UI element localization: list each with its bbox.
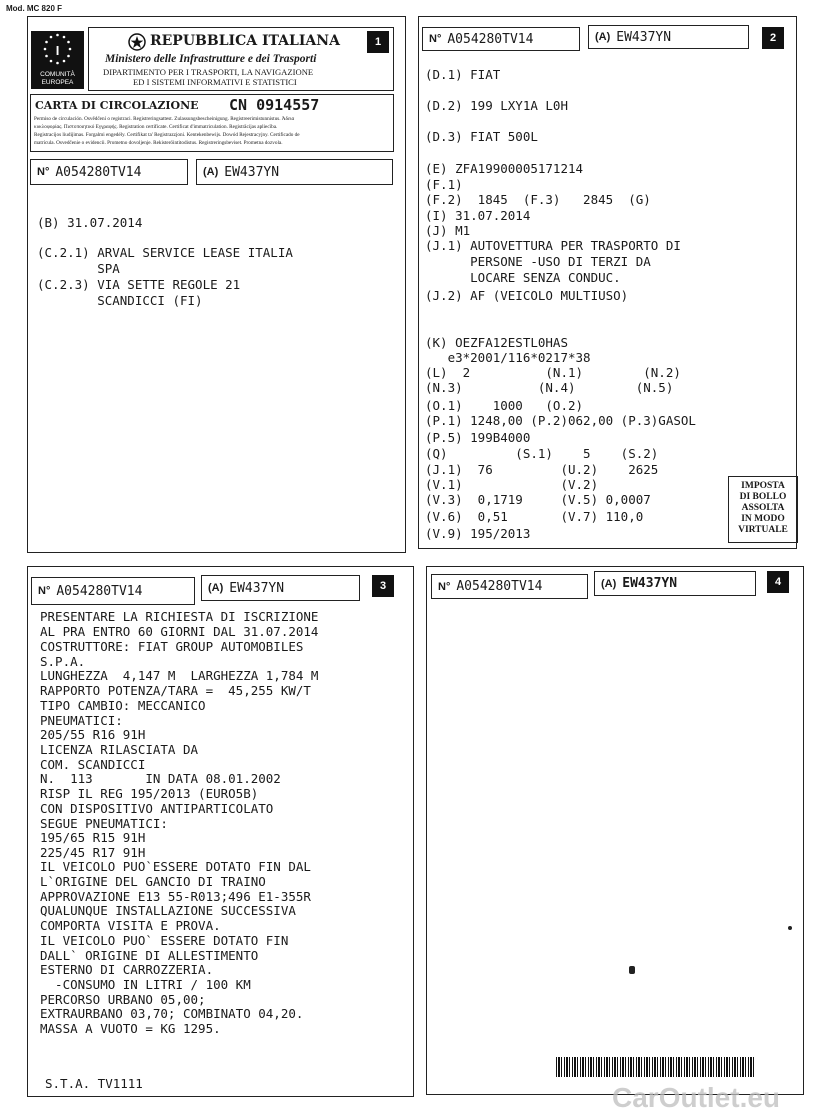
p3-line: COSTRUTTORE: FIAT GROUP AUTOMOBILES: [40, 639, 304, 654]
a-label: (A): [203, 166, 219, 178]
emblem-icon: [128, 33, 146, 51]
page-badge-3: 3: [372, 575, 394, 597]
document-number: CN 0914557: [229, 96, 320, 114]
document-title: CARTA DI CIRCOLAZIONE: [35, 99, 199, 112]
p2-line: (I) 31.07.2014: [425, 208, 531, 223]
p2-line: (Q) (S.1) 5 (S.2): [425, 446, 659, 461]
p2-line: (O.1) 1000 (O.2): [425, 398, 584, 413]
eu-label-2: EUROPEA: [41, 79, 74, 86]
panel-4: [426, 566, 804, 1095]
p3-line: L`ORIGINE DEL GANCIO DI TRAINO: [40, 874, 266, 889]
p3-line: AL PRA ENTRO 60 GIORNI DAL 31.07.2014: [40, 624, 319, 639]
ministry-name: Ministero delle Infrastrutture e dei Trasporti: [105, 53, 317, 65]
p3-line: EXTRAURBANO 03,70; COMBINATO 04,20.: [40, 1006, 304, 1021]
a-value: EW437YN: [616, 29, 672, 45]
barcode: [556, 1057, 756, 1077]
p2-line: (V.6) 0,51 (V.7) 110,0: [425, 509, 644, 524]
p3-line: IL VEICOLO PUO`ESSERE DOTATO FIN DAL: [40, 859, 311, 874]
p2-line: (V.9) 195/2013: [425, 526, 531, 541]
page-badge-1: 1: [367, 31, 389, 53]
multilingual-line-2: κυκλοφορίας. Πιστοποιητικό Εγγραφής. Registration certificate. Certificat d'immatriculation. Registrācijas apliecība.: [34, 124, 278, 130]
p2-line: (N.3) (N.4) (N.5): [425, 380, 674, 395]
a-value: EW437YN: [622, 576, 678, 591]
p3-line: COM. SCANDICCI: [40, 757, 146, 772]
ink-mark: [629, 966, 635, 974]
tax-stamp-box: [728, 476, 798, 543]
a-label: (A): [601, 577, 617, 590]
p3-line: 225/45 R17 91H: [40, 845, 146, 860]
form-code: Mod. MC 820 F: [6, 4, 63, 13]
registration-number-field-2: [422, 27, 580, 51]
p2-line: PERSONE -USO DI TERZI DA: [425, 254, 651, 269]
tax-stamp-line: IN MODO: [741, 514, 785, 524]
p3-line: LICENZA RILASCIATA DA: [40, 742, 199, 757]
a-value: EW437YN: [229, 580, 285, 596]
no-value: A054280TV14: [56, 583, 143, 599]
department-line-1: DIPARTIMENTO PER I TRASPORTI, LA NAVIGAZIONE: [103, 67, 314, 77]
plate-field-4: [594, 571, 756, 596]
a-label: (A): [208, 582, 224, 594]
p3-line: TIPO CAMBIO: MECCANICO: [40, 698, 206, 713]
p3-line: MASSA A VUOTO = KG 1295.: [40, 1021, 221, 1036]
p1-line: SCANDICCI (FI): [37, 293, 203, 308]
ink-dot: [788, 926, 792, 930]
p2-line: (L) 2 (N.1) (N.2): [425, 365, 681, 380]
p2-line: e3*2001/116*0217*38: [425, 350, 591, 365]
p3-line: PRESENTARE LA RICHIESTA DI ISCRIZIONE: [40, 609, 319, 624]
registration-number-field-3: [31, 577, 195, 605]
p3-line: -CONSUMO IN LITRI / 100 KM: [40, 977, 251, 992]
p2-line: (E) ZFA19900005171214: [425, 161, 584, 176]
page-badge-2: 2: [762, 27, 784, 49]
tax-stamp-line: IMPOSTA: [741, 481, 785, 491]
no-value: A054280TV14: [456, 579, 543, 594]
p2-line: (J.1) AUTOVETTURA PER TRASPORTO DI: [425, 238, 681, 253]
plate-field-3: [201, 575, 360, 601]
multilingual-line-4: matrícula. Osvedčenie o evidencii. Prometno dovoljenje. Rekisteröintitodistus. Registreringsbeviset. Prometna dozvola.: [34, 140, 283, 146]
p3-line: PNEUMATICI:: [40, 713, 123, 728]
p3-line: APPROVAZIONE E13 55-R013;496 E1-355R: [40, 889, 311, 904]
a-value: EW437YN: [224, 164, 280, 180]
tax-stamp-line: ASSOLTA: [741, 503, 785, 513]
no-value: A054280TV14: [55, 164, 142, 180]
p2-line: (D.1) FIAT: [425, 67, 501, 82]
p3-line: RISP IL REG 195/2013 (EURO5B): [40, 786, 259, 801]
sta-footer: S.T.A. TV1111: [45, 1076, 143, 1091]
p2-line: (V.3) 0,1719 (V.5) 0,0007: [425, 492, 651, 507]
p3-line: ESTERNO DI CARROZZERIA.: [40, 962, 214, 977]
p3-line: COMPORTA VISITA E PROVA.: [40, 918, 221, 933]
registration-number-field-4: [431, 574, 588, 599]
tax-stamp-line: DI BOLLO: [739, 492, 787, 502]
p2-line: (F.1): [425, 177, 463, 192]
p1-line: SPA: [37, 261, 120, 276]
p3-line: S.P.A.: [40, 654, 86, 669]
p1-line: (C.2.1) ARVAL SERVICE LEASE ITALIA: [37, 245, 293, 260]
p3-line: N. 113 IN DATA 08.01.2002: [40, 771, 281, 786]
multilingual-text: [34, 115, 390, 147]
eu-country-letter: I: [55, 43, 60, 58]
p2-line: (J.2) AF (VEICOLO MULTIUSO): [425, 288, 629, 303]
no-value: A054280TV14: [447, 31, 534, 47]
p2-line: (P.5) 199B4000: [425, 430, 531, 445]
p2-line: (V.1) (V.2): [425, 477, 599, 492]
eu-emblem: [31, 31, 84, 89]
p1-line: (C.2.3) VIA SETTE REGOLE 21: [37, 277, 241, 292]
p1-line: (B) 31.07.2014: [37, 215, 143, 230]
p2-line: (D.2) 199 LXY1A L0H: [425, 98, 568, 113]
department-line-2: ED I SISTEMI INFORMATIVI E STATISTICI: [133, 77, 297, 87]
no-label: N°: [429, 33, 442, 45]
plate-field-2: [588, 25, 749, 49]
republic-title: REPUBBLICA ITALIANA: [150, 33, 340, 49]
p2-line: (P.1) 1248,00 (P.2)062,00 (P.3)GASOL: [425, 413, 696, 428]
no-label: N°: [438, 580, 451, 593]
p2-line: (D.3) FIAT 500L: [425, 129, 538, 144]
p2-line: (J.1) 76 (U.2) 2625: [425, 462, 659, 477]
p2-line: (K) OEZFA12ESTL0HAS: [425, 335, 568, 350]
p2-line: LOCARE SENZA CONDUC.: [425, 270, 621, 285]
p3-line: LUNGHEZZA 4,147 M LARGHEZZA 1,784 M: [40, 668, 319, 683]
p3-line: QUALUNQUE INSTALLAZIONE SUCCESSIVA: [40, 903, 296, 918]
multilingual-line-1: Permiso de circulación. Osvědčení o registraci. Registreringsattest. Zulassungsbescheinigung. Registreerimistunnistus. Άδεια: [34, 116, 295, 122]
no-label: N°: [37, 166, 50, 178]
p3-line: CON DISPOSITIVO ANTIPARTICOLATO: [40, 801, 274, 816]
p2-line: (F.2) 1845 (F.3) 2845 (G): [425, 192, 651, 207]
plate-field: [196, 159, 393, 185]
p3-line: SEGUE PNEUMATICI:: [40, 816, 168, 831]
p3-line: RAPPORTO POTENZA/TARA = 45,255 KW/T: [40, 683, 311, 698]
p2-line: (J) M1: [425, 223, 471, 238]
a-label: (A): [595, 31, 611, 43]
p3-line: 195/65 R15 91H: [40, 830, 146, 845]
p3-line: IL VEICOLO PUO` ESSERE DOTATO FIN: [40, 933, 289, 948]
page-badge-4: 4: [767, 571, 789, 593]
p3-line: DALL` ORIGINE DI ALLESTIMENTO: [40, 948, 259, 963]
eu-label-1: COMUNITÀ: [40, 71, 75, 78]
multilingual-line-3: Registracijos liudijimas. Forgalmi engedély. Certifikat ta' Registrazzjoni. Kentekenbewijs. Dowód Rejestracyjny. Certificado de: [34, 132, 300, 138]
tax-stamp-line: VIRTUALE: [738, 525, 788, 535]
p3-line: PERCORSO URBANO 05,00;: [40, 992, 206, 1007]
watermark: CarOutlet.eu: [612, 1082, 781, 1113]
registration-number-field: [30, 159, 188, 185]
p3-line: 205/55 R16 91H: [40, 727, 146, 742]
no-label: N°: [38, 585, 51, 597]
